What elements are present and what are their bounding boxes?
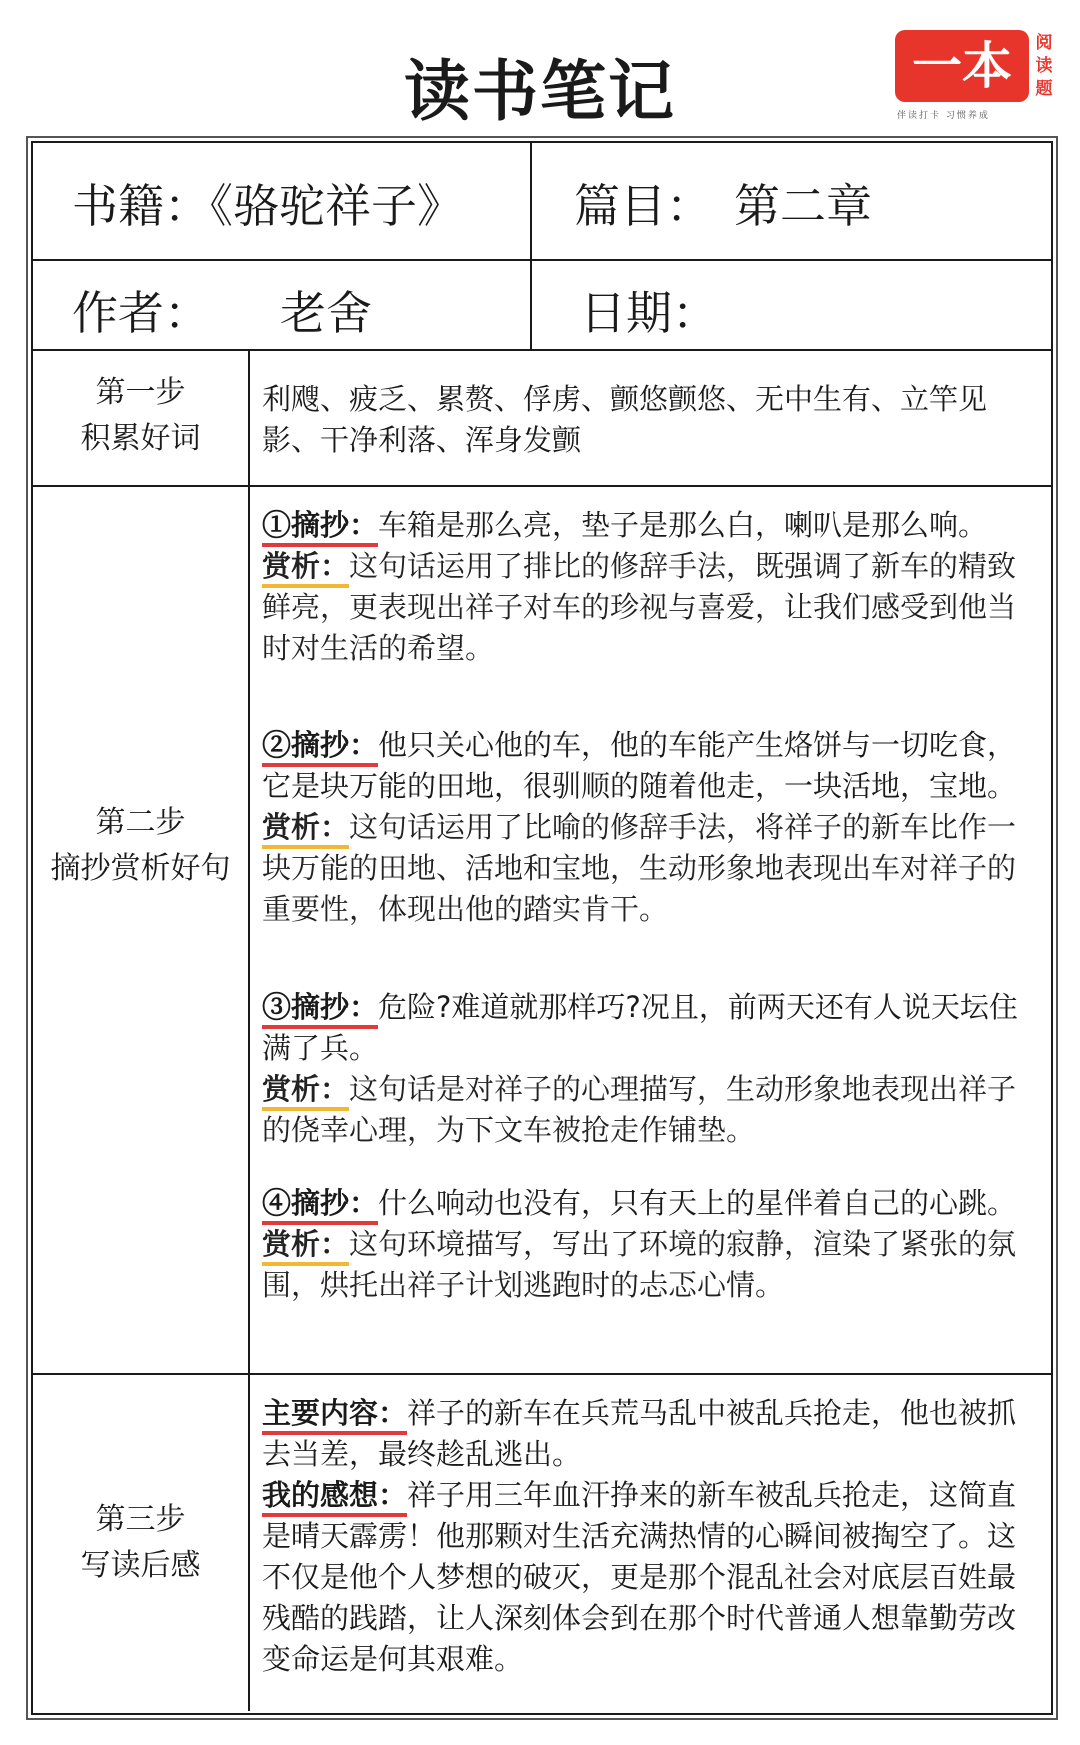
excerpt-label: ④摘抄： (262, 1186, 378, 1225)
excerpt-label: ②摘抄： (262, 728, 378, 767)
excerpt-text: 什么响动也没有，只有天上的星伴着自己的心跳。 (378, 1186, 1017, 1220)
divider (31, 1373, 1051, 1375)
author-field (72, 277, 372, 343)
logo-slogan: 伴读打卡 习惯养成 (897, 111, 990, 121)
analysis-label: 赏析： (262, 549, 349, 588)
brand-logo (895, 30, 1057, 120)
chapter-label: 篇目： (574, 179, 712, 233)
excerpt-text: 车箱是那么亮，垫子是那么白，喇叭是那么响。 (378, 508, 988, 542)
excerpt-item (262, 987, 1040, 1151)
divider (31, 259, 1051, 261)
book-field (72, 170, 463, 236)
step3-label: 第三步 写读后感 (80, 1502, 201, 1583)
analysis-text: 这句环境描写，写出了环境的寂静，渲染了紧张的氛围，烘托出祥子计划逃跑时的忐忑心情。 (262, 1227, 1017, 1302)
logo-side-text: 阅 读 题 (1035, 33, 1053, 99)
author-label: 作者： (72, 286, 210, 340)
excerpt-text: 他只关心他的车，他的车能产生烙饼与一切吃食，它是块万能的田地，很驯顺的随着他走，一块活地，宝地。 (262, 728, 1017, 803)
analysis-label: 赏析： (262, 1072, 349, 1111)
analysis-text: 这句话运用了比喻的修辞手法，将祥子的新车比作一块万能的田地、活地和宝地，生动形象地表现出车对祥子的重要性，体现出他的踏实肯干。 (262, 810, 1017, 926)
page-title: 读书笔记 (404, 52, 676, 130)
chapter-field (574, 170, 872, 236)
excerpt-item (262, 505, 1040, 669)
step2-label: 第二步 摘抄赏析好句 (50, 805, 231, 886)
divider (530, 141, 532, 349)
analysis-label: 赏析： (262, 1227, 349, 1266)
book-value: 《骆驼祥子》 (210, 179, 463, 233)
good-words: 利飕、疲乏、累赘、俘虏、颤悠颤悠、无中生有、立竿见影、干净利落、浑身发颤 (262, 382, 988, 457)
excerpt-label: ①摘抄： (262, 508, 378, 547)
excerpt-item (262, 725, 1040, 930)
excerpt-item (262, 1183, 1040, 1306)
divider (31, 349, 1051, 351)
step1-label: 第一步 积累好词 (80, 375, 201, 456)
summary-text: 祥子的新车在兵荒马乱中被乱兵抢走，他也被抓去当差，最终趁乱逃出。 (262, 1396, 1017, 1471)
thoughts-text: 祥子用三年血汗挣来的新车被乱兵抢走，这简直是晴天霹雳！他那颗对生活充满热情的心瞬间被掏空了。这不仅是他个人梦想的破灭，更是那个混乱社会对底层百姓最残酷的践踏，让人深刻体会到在那个时代普通人想靠勤劳改变命运是何其艰难。 (262, 1478, 1017, 1676)
excerpt-text: 危险?难道就那样巧?况且，前两天还有人说天坛住满了兵。 (262, 990, 1018, 1065)
author-value: 老舍 (280, 286, 372, 340)
chapter-value: 第二章 (734, 179, 872, 233)
analysis-label: 赏析： (262, 810, 349, 849)
book-label: 书籍： (72, 179, 210, 233)
reflection (262, 1393, 1040, 1680)
thoughts-label: 我的感想： (262, 1478, 407, 1517)
date-label: 日期： (580, 286, 718, 340)
summary-label: 主要内容： (262, 1396, 407, 1435)
analysis-text: 这句话运用了排比的修辞手法，既强调了新车的精致鲜亮，更表现出祥子对车的珍视与喜爱，让我们感受到他当时对生活的希望。 (262, 549, 1017, 665)
logo-mark: 一本 (895, 30, 1029, 102)
divider (31, 485, 1051, 487)
divider (248, 349, 250, 1711)
excerpt-label: ③摘抄： (262, 990, 378, 1029)
date-field (580, 277, 718, 343)
analysis-text: 这句话是对祥子的心理描写，生动形象地表现出祥子的侥幸心理，为下文车被抢走作铺垫。 (262, 1072, 1017, 1147)
